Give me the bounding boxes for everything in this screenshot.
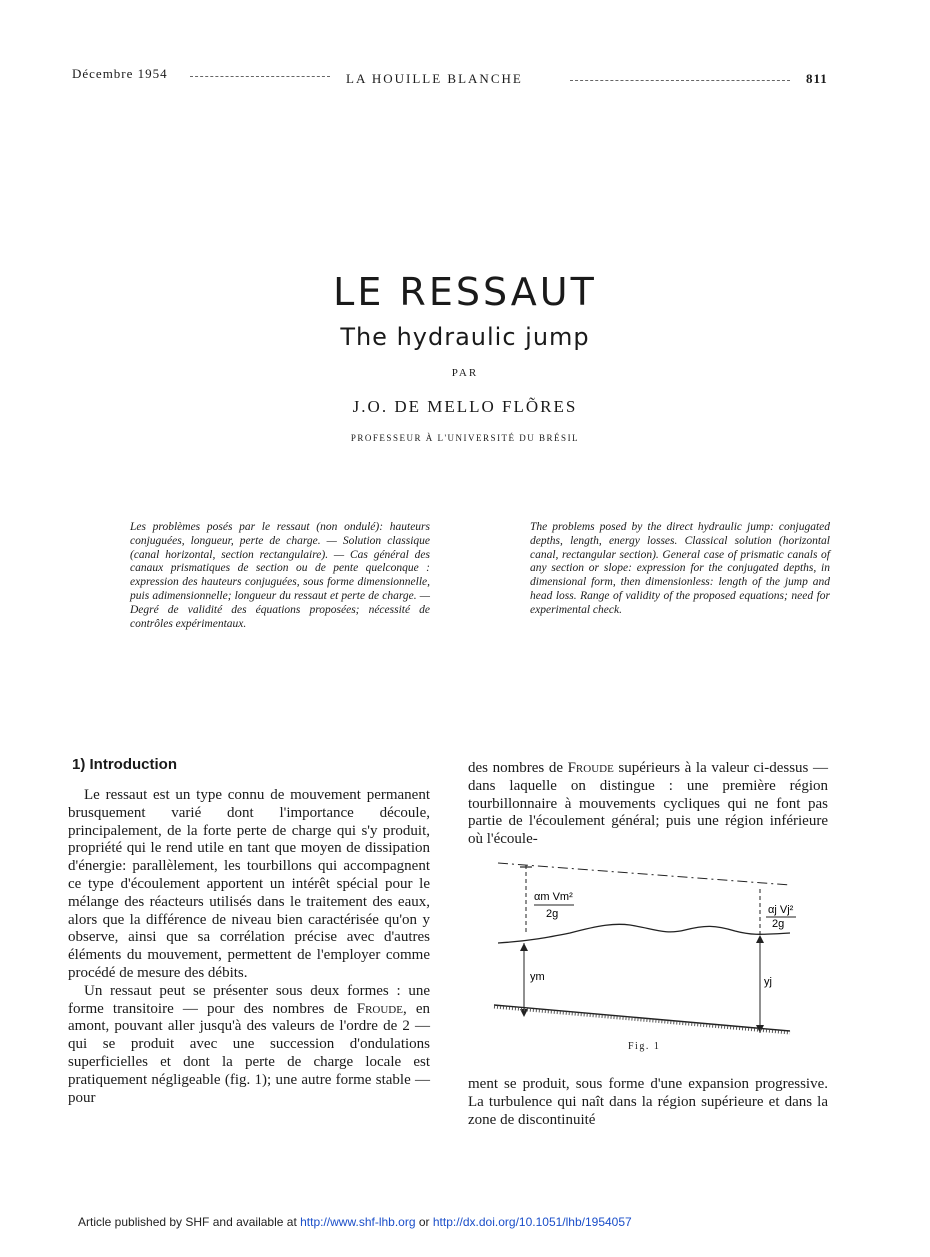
paragraph-2-end: , en amont, pouvant aller jusqu'à des valeurs de l'ordre de 2 — qui se produit avec une succession d'ondulations superficielles et dont la perte de charge locale est pratiquement négligeable (fig. 1); une autre forme stable — pour xyxy=(68,1000,430,1106)
abstract-english: The problems posed by the direct hydraulic jump: conjugated depths, length, energy losses. Classical solution (horizontal canal, rectangular section). General case of prismatic canals of any section or slope: expression for the conjugated depths, in dimensional form, then dimensionless: length of the jump and head loss. Range of validity of the proposed equations; need for experimental check. xyxy=(530,521,830,616)
paragraph-2-start: Un ressaut peut se présenter sous deux formes : une forme transitoire — pour des nombres de xyxy=(68,982,430,1017)
label-downstream-numerator: αj Vj² xyxy=(768,904,794,916)
label-upstream-denominator: 2g xyxy=(546,908,559,920)
figure-hydraulic-jump xyxy=(490,855,800,1045)
footer-prefix: Article published by SHF and available at xyxy=(78,1215,301,1229)
ym-arrowhead-top xyxy=(520,943,528,951)
right-paragraph-bottom: ment se produit, sous forme d'une expansion progressive. La turbulence qui naît dans la région supérieure et dans la zone de discontinuité xyxy=(468,1076,828,1128)
channel-bed xyxy=(494,1005,790,1031)
water-surface xyxy=(498,924,790,943)
page-number: 811 xyxy=(806,71,828,86)
abstract-french: Les problèmes posés par le ressaut (non ondulé): hauteurs conjuguées, longueur, perte de charge. — Solution classique (canal horizontal, section rectangulaire). — Cas général des canaux prismatiques de section ou de pente quelconque : expression des hauteurs conjuguées, sous forme dimensionnelle, puis adimensionnelle; longueur du ressaut et perte de charge. — Degré de validité des équations proposées; nécessité de contrôles expérimentaux. xyxy=(130,521,430,630)
right-column-top xyxy=(468,760,828,849)
channel-bed-hatching xyxy=(494,1007,790,1033)
footer-link-shf[interactable]: http://www.shf-lhb.org xyxy=(300,1215,416,1229)
header-rule-left xyxy=(190,76,330,77)
right-paragraph-top xyxy=(468,760,828,849)
froude-name-right: Froude xyxy=(567,760,614,776)
author-affiliation: PROFESSEUR À L'UNIVERSITÉ DU BRÉSIL xyxy=(350,433,580,443)
froude-name: Froude xyxy=(356,1000,403,1017)
by-line: PAR xyxy=(451,367,479,379)
energy-line xyxy=(498,863,790,885)
journal-name: LA HOUILLE BLANCHE xyxy=(346,71,523,86)
label-yj: yj xyxy=(764,976,772,988)
author-name: J.O. DE MELLO FLÕRES xyxy=(352,397,578,416)
right-column-bottom xyxy=(468,1076,828,1129)
figure-caption: Fig. 1 xyxy=(628,1041,661,1052)
article-subtitle: The hydraulic jump xyxy=(340,323,590,351)
label-downstream-denominator: 2g xyxy=(772,918,785,930)
header-date: Décembre 1954 xyxy=(72,66,168,81)
article-title: LE RESSAUT xyxy=(333,270,597,314)
footer-middle: or xyxy=(415,1215,433,1229)
right-top-start: des nombres de xyxy=(468,760,568,776)
right-top-end: supérieurs à la valeur ci-dessus — dans laquelle on distingue : une première région tourbillonnaire à mouvements cycliques qui ne font pas partie de l'écoulement général; puis une région inférieure où l'écoule- xyxy=(468,760,828,848)
header-rule-right xyxy=(570,80,790,81)
footer xyxy=(78,1215,632,1229)
paragraph-2 xyxy=(68,983,430,1108)
section-heading: 1) Introduction xyxy=(72,756,177,773)
label-upstream-numerator: αm Vm² xyxy=(534,891,573,903)
yj-arrowhead-top xyxy=(756,935,764,943)
footer-link-doi[interactable]: http://dx.doi.org/10.1051/lhb/1954057 xyxy=(432,1215,632,1229)
label-ym: ym xyxy=(530,971,545,983)
paragraph-1: Le ressaut est un type connu de mouvement permanent brusquement varié dont l'importance découle, principalement, de la forte perte de charge qui s'y produit, propriété qui le rend utile en tant que moyen de dissipation d'énergie: parallèlement, les tourbillons qui accompagnent ce type d'écoulement apportent un intérêt spécial pour le mélange des réacteurs utilisés dans le traitement des eaux, alors que la différence de niveau bien caractérisée qu'on y observe, ainsi que sa corrélation précise avec d'autres éléments du mouvement, permettent de l'employer comme procédé de mesure des débits. xyxy=(68,787,430,981)
left-column xyxy=(68,787,430,1107)
